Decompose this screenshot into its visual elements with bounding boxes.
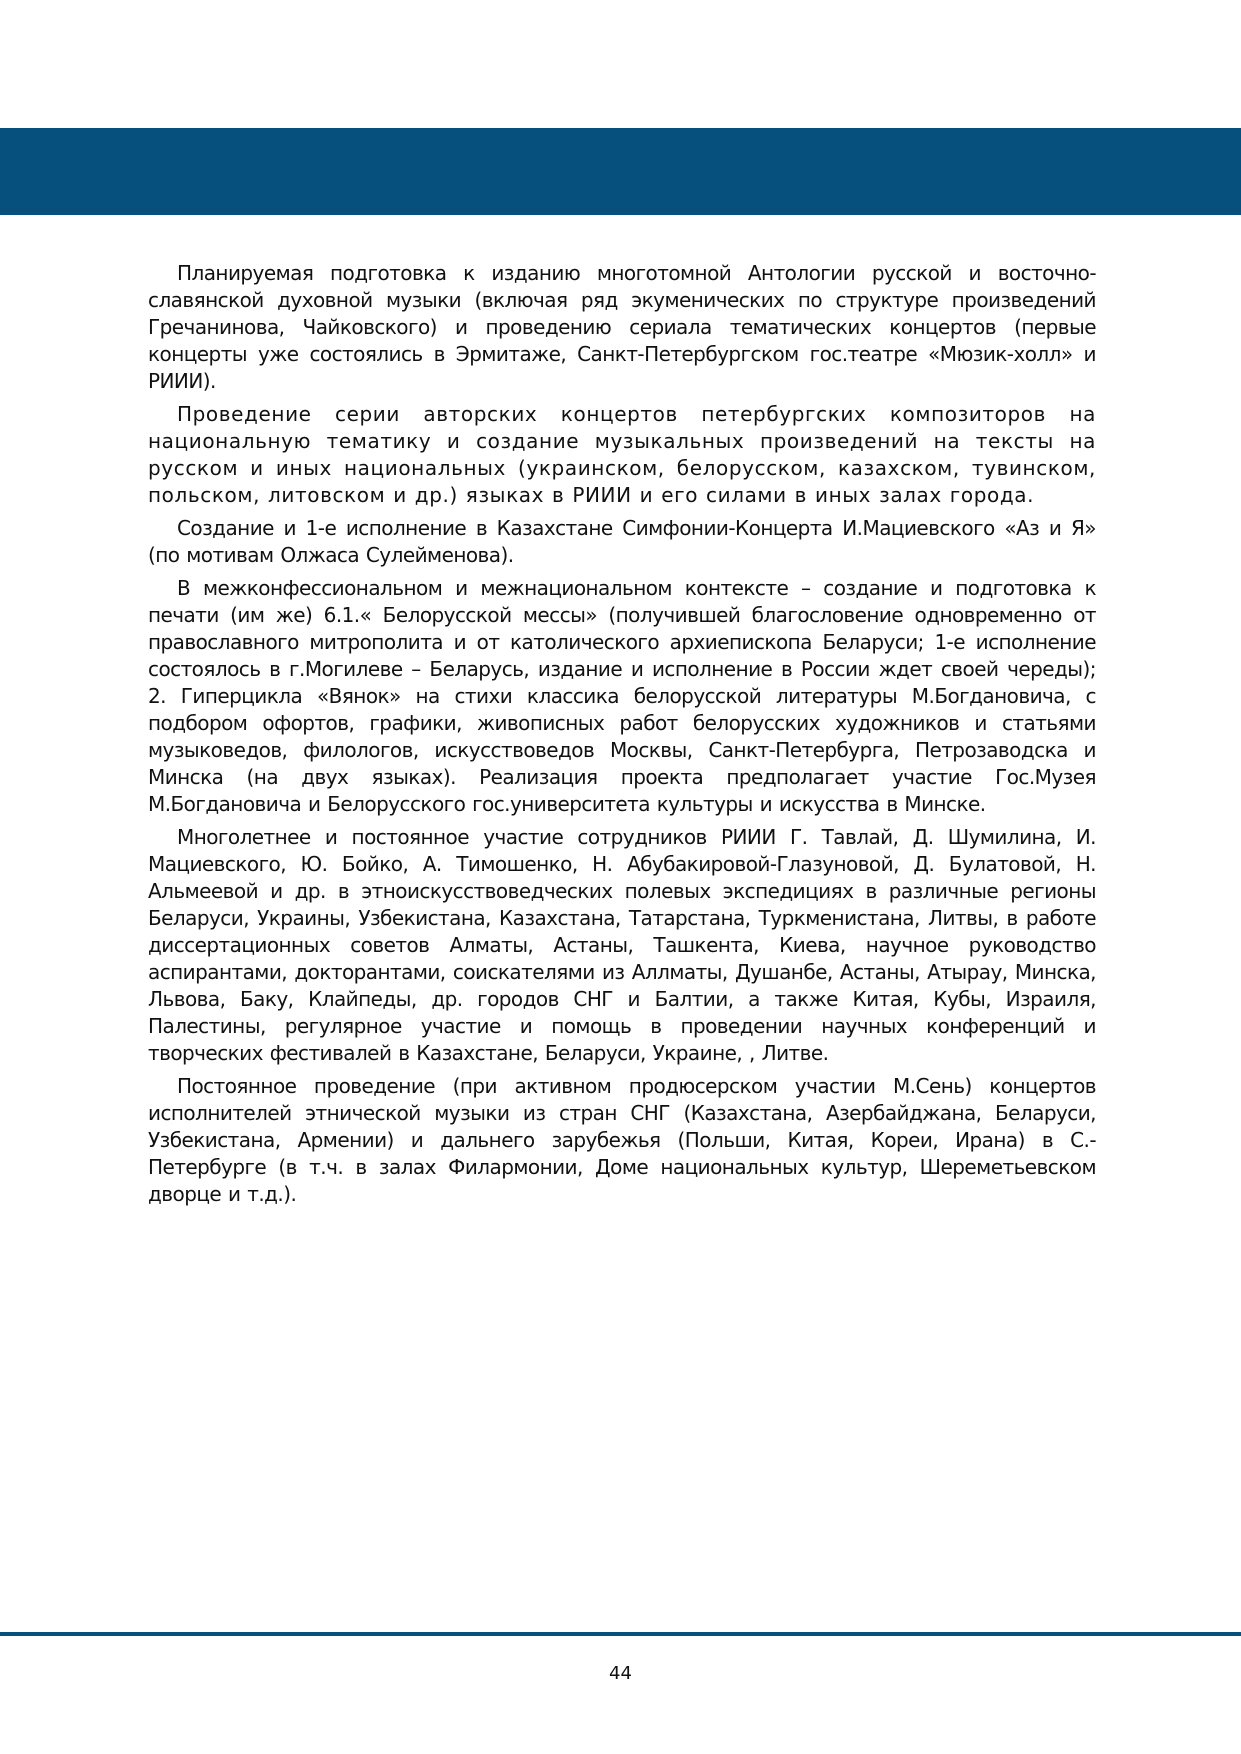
paragraph-anthology: Планируемая подготовка к изданию многотомной Антологии русской и восточно-славянской духовной музыки (включая ряд экуменических по структуре произведений Гречанинова, Чайковского) и проведению сериала тематических концертов (первые концерты уже состоялись в Эрмитаже, Санкт-Петербургском гос.театре «Мюзик-холл» и РИИИ). [148,261,1096,393]
paragraph-symphony-concerto: Создание и 1-е исполнение в Казахстане Симфонии-Концерта И.Мациевского «Аз и Я» (по мотивам Олжаса Сулейменова). [148,516,1096,567]
page-number: 44 [609,1663,632,1684]
paragraph-expeditions: Многолетнее и постоянное участие сотрудников РИИИ Г. Тавлай, Д. Шумилина, И. Мациевского, Ю. Бойко, А. Тимошенко, Н. Абубакировой-Глазуновой, Д. Булатовой, Н. Альмеевой и др. в этноискусствоведческих полевых экспедициях в различные регионы Беларуси, Украины, Узбекистана, Казахстана, Татарстана, Туркменистана, Литвы, в работе диссертационных советов Алматы, Астаны, Ташкента, Киева, научное руководство аспирантами, докторантами, соискателями из Аллматы, Душанбе, Астаны, Атырау, Минска, Львова, Баку, Клайпеды, др. городов СНГ и Балтии, а также Китая, Кубы, Израиля, Палестины, регулярное участие и помощь в проведении научных конференций и творческих фестивалей в Казахстане, Беларуси, Украине, , Литве. [148,825,1096,1065]
paragraph-ethnic-music: Постоянное проведение (при активном продюсерском участии М.Сень) концертов исполнителей этнической музыки из стран СНГ (Казахстана, Азербайджана, Беларуси, Узбекистана, Армении) и дальнего зарубежья (Польши, Китая, Кореи, Ирана) в С.- Петербурге (в т.ч. в залах Филармонии, Доме национальных культур, Шереметьевском дворце и т.д.). [148,1074,1096,1206]
footer-rule [0,1632,1241,1636]
paragraph-interconfessional: В межконфессиональном и межнациональном контексте – создание и подготовка к печати (им же) 6.1.« Белорусской мессы» (получившей благословение одновременно от православного митрополита и от католического архиепископа Беларуси; 1-е исполнение состоялось в г.Могилеве – Беларусь, издание и исполнение в России ждет своей череды); 2. Гиперцикла «Вянок» на стихи классика белорусской литературы М.Богдановича, с подбором офортов, графики, живописных работ белорусских художников и статьями музыковедов, филологов, искусствоведов Москвы, Санкт-Петербурга, Петрозаводска и Минска (на двух языках). Реализация проекта предполагает участие Гос.Музея М.Богдановича и Белорусского гос.университета культуры и искусства в Минске. [148,576,1096,816]
paragraph-concert-series: Проведение серии авторских концертов петербургских композиторов на национальную тематику и создание музыкальных произведений на тексты на русском и иных национальных (украинском, белорусском, казахском, тувинском, польском, литовском и др.) языках в РИИИ и его силами в иных залах города. [148,402,1096,507]
document-body [148,260,1096,1214]
header-band [0,128,1241,215]
